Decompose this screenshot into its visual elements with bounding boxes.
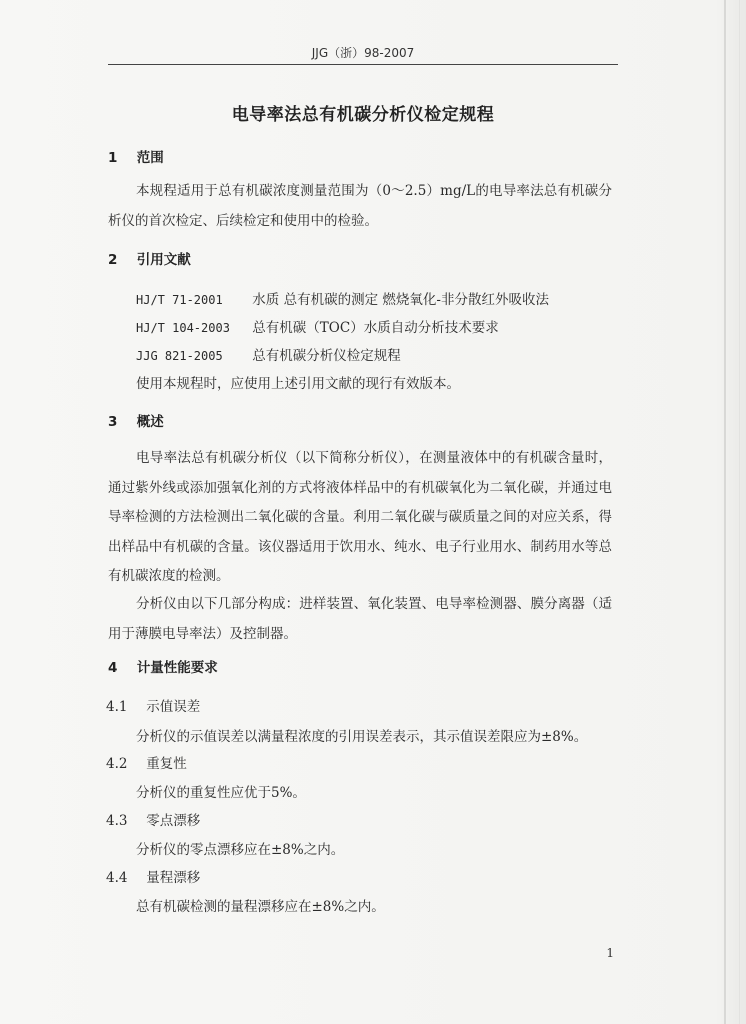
section-number: 3 <box>108 414 118 430</box>
document-title: 电导率法总有机碳分析仪检定规程 <box>231 105 495 125</box>
reference-text: 总有机碳分析仪检定规程 <box>252 348 401 364</box>
subsection-4-1-text: 分析仪的示值误差以满量程浓度的引用误差表示，其示值误差限应为±8%。 <box>136 729 588 745</box>
subsection-4-2-heading <box>106 752 187 772</box>
reference-text: 总有机碳（TOC）水质自动分析技术要求 <box>252 320 499 336</box>
section-number: 2 <box>108 252 118 268</box>
section-2-heading <box>108 248 191 268</box>
header-rule <box>108 64 618 65</box>
subsection-4-4-heading <box>106 866 200 886</box>
reference-item <box>136 344 401 364</box>
section-number: 4 <box>108 660 118 676</box>
subsection-title: 重复性 <box>146 756 187 772</box>
subsection-4-2-text: 分析仪的重复性应优于5%。 <box>136 785 306 801</box>
section-title: 范围 <box>136 150 164 166</box>
section-title: 概述 <box>136 414 164 430</box>
page-number: 1 <box>606 946 614 960</box>
section-1-heading <box>108 146 164 166</box>
section-title: 引用文献 <box>136 252 191 268</box>
reference-note: 使用本规程时，应使用上述引用文献的现行有效版本。 <box>136 376 460 392</box>
reference-code: HJ/T 71-2001 <box>136 293 223 307</box>
reference-code: JJG 821-2005 <box>136 349 223 363</box>
page-edge <box>724 0 726 1024</box>
subsection-number: 4.3 <box>106 813 128 829</box>
section-3-heading <box>108 410 164 430</box>
section-3-paragraph-2: 分析仪由以下几部分构成：进样装置、氧化装置、电导率检测器、膜分离器（适用于薄膜电导率法）及控制器。 <box>108 596 612 642</box>
subsection-4-3-text: 分析仪的零点漂移应在±8%之内。 <box>136 842 345 858</box>
section-3-paragraph-1: 电导率法总有机碳分析仪（以下简称分析仪），在测量液体中的有机碳含量时，通过紫外线或添加强氧化剂的方式将液体样品中的有机碳氧化为二氧化碳，并通过电导率检测的方法检测出二氧化碳的含量。利用二氧化碳与碳质量之间的对应关系，得出样品中有机碳的含量。该仪器适用于饮用水、纯水、电子行业用水、制药用水等总有机碳浓度的检测。 <box>108 450 612 584</box>
reference-item <box>136 288 549 308</box>
section-number: 1 <box>108 150 118 166</box>
section-1-paragraph: 本规程适用于总有机碳浓度测量范围为（0～2.5）mg/L的电导率法总有机碳分析仪的首次检定、后续检定和使用中的检验。 <box>108 183 612 229</box>
section-4-heading <box>108 656 218 676</box>
subsection-number: 4.4 <box>106 870 128 886</box>
subsection-title: 零点漂移 <box>146 813 201 829</box>
subsection-4-3-heading <box>106 809 200 829</box>
subsection-number: 4.1 <box>106 699 128 715</box>
running-header: JJG（浙）98-2007 <box>311 46 415 60</box>
subsection-4-4-text: 总有机碳检测的量程漂移应在±8%之内。 <box>136 899 385 915</box>
subsection-number: 4.2 <box>106 756 128 772</box>
subsection-title: 示值误差 <box>146 699 201 715</box>
section-title: 计量性能要求 <box>136 660 218 676</box>
page-edge-outer <box>739 0 740 1024</box>
reference-text: 水质 总有机碳的测定 燃烧氧化-非分散红外吸收法 <box>252 292 549 308</box>
subsection-4-1-heading <box>106 695 200 715</box>
subsection-title: 量程漂移 <box>146 870 201 886</box>
reference-code: HJ/T 104-2003 <box>136 321 230 335</box>
reference-item <box>136 316 499 336</box>
